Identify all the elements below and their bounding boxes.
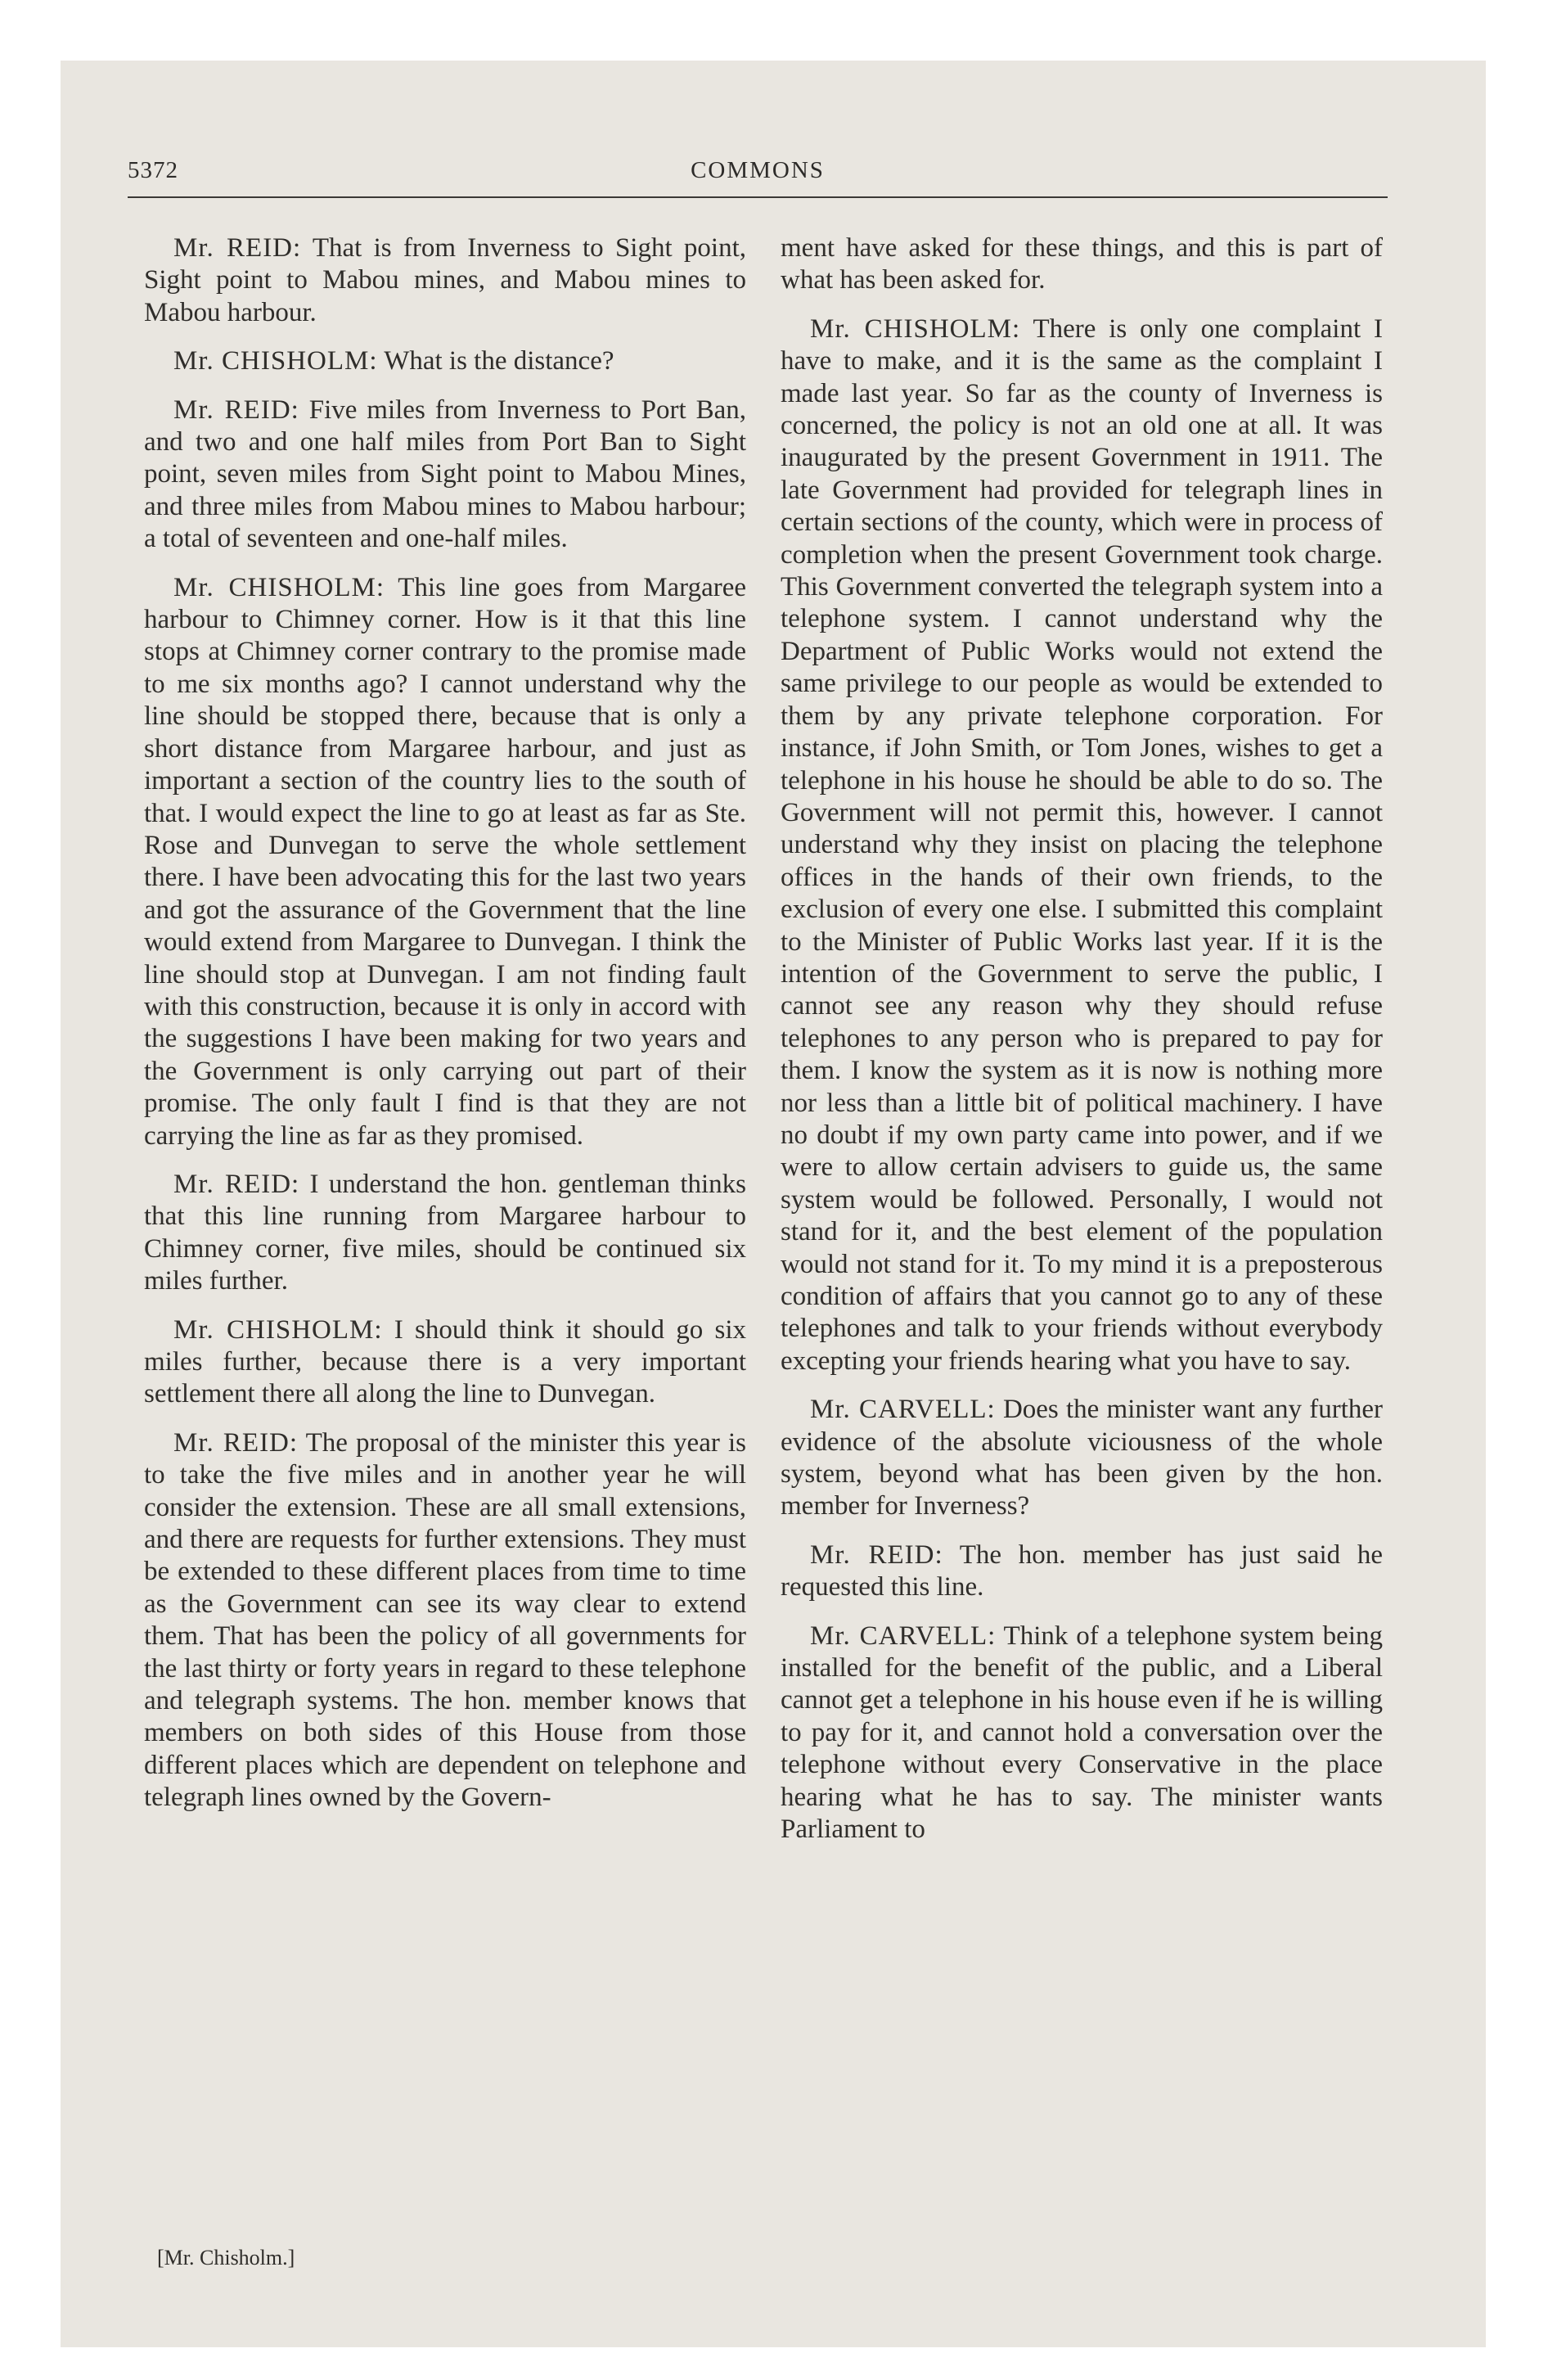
speech-paragraph: [781, 313, 1383, 1377]
speech-paragraph: [781, 1620, 1383, 1846]
speech-paragraph: [781, 232, 1383, 297]
speech-paragraph: [144, 232, 746, 329]
speech-text: I should think it should go six miles further, because there is a very important settlement there all along the line to Dunvegan.: [144, 1314, 747, 1409]
left-column: [144, 232, 746, 1831]
speech-paragraph: [144, 1314, 746, 1411]
speech-paragraph: [144, 394, 746, 556]
speech-paragraph: [781, 1539, 1383, 1604]
speech-text: Five miles from Inverness to Port Ban, and two and one half miles from Port Ban to Sight point, seven miles from Sight point to Mabou Mines, and three miles from Mabou mines to Mabou harbour; a total of seventeen and one-half miles.: [144, 394, 747, 554]
speech-paragraph: [144, 1427, 746, 1814]
speaker-name: Mr. CHISHOLM:: [810, 313, 1021, 344]
speech-text: The proposal of the minister this year is to take the five miles and in another year he will consider the extension. These are all small extensions, and there are requests for further extensions. They must be extended to these different places from time to time as the Government can see its way clear to extend them. That has been the policy of all governments for the last thirty or forty years in regard to these telephone and telegraph systems. The hon. member knows that members on both sides of this House from those different places which are dependent on telephone and telegraph lines owned by the Govern-: [144, 1427, 746, 1813]
speaker-name: Mr. REID:: [810, 1539, 943, 1570]
speech-text: I understand the hon. gentleman thinks that this line running from Margaree harbour to Chimney corner, five miles, should be continued six miles further.: [144, 1169, 747, 1296]
speech-paragraph: [144, 1169, 746, 1298]
speaker-name: Mr. REID:: [173, 1427, 299, 1458]
speaker-name: Mr. REID:: [173, 233, 302, 263]
speech-text: That is from Inverness to Sight point, Sight point to Mabou mines, and Mabou mines to Mabou harbour.: [144, 233, 746, 327]
speaker-name: Mr. CHISHOLM:: [173, 1314, 383, 1345]
header-rule: [128, 196, 1388, 198]
speech-paragraph: [781, 1394, 1383, 1523]
page-number: 5372: [128, 157, 178, 183]
speech-text: What is the distance?: [384, 346, 614, 376]
speech-paragraph: [144, 345, 746, 377]
speech-text: Think of a telephone system being installed for the benefit of the public, and a Liberal cannot get a telephone in his house even if he is willing to pay for it, and cannot hold a conversation over the telephone without every Conservative in the place hearing what he has to say. The minister wants Parliament to: [781, 1620, 1383, 1845]
speaker-name: Mr. REID:: [173, 394, 299, 425]
speaker-name: Mr. CARVELL:: [810, 1395, 996, 1425]
speaker-name: Mr. CHISHOLM:: [173, 346, 378, 376]
speaker-name: Mr. REID:: [173, 1169, 300, 1199]
speech-text: ment have asked for these things, and this is part of what has been asked for.: [781, 233, 1383, 295]
speech-text: The hon. member has just said he requested this line.: [781, 1539, 1383, 1602]
speech-paragraph: [144, 572, 746, 1152]
speaker-name: Mr. CARVELL:: [810, 1620, 997, 1651]
page-title: COMMONS: [691, 157, 825, 183]
page-footer: [Mr. Chisholm.]: [157, 2246, 295, 2270]
speech-text: This line goes from Margaree harbour to Chimney corner. How is it that this line stops at Chimney corner contrary to the promise made to me six months ago? I cannot understand why the line should be stopped there, because that is only a short distance from Margaree harbour, and just as important a section of the country lies to the south of that. I would expect the line to go at least as far as Ste. Rose and Dunvegan to serve the whole settlement there. I have been advocating this for the last two years and got the assurance of the Government that the line would extend from Margaree to Dunvegan. I think the line should stop at Dunvegan. I am not finding fault with this construction, because it is only in accord with the suggestions I have been making for two years and the Government is only carrying out part of their promise. The only fault I find is that they are not carrying the line as far as they promised.: [144, 572, 747, 1151]
right-column: [781, 232, 1383, 1863]
speech-text: Does the minister want any further evidence of the absolute viciousness of the whole system, beyond what has been given by the hon. member for Inverness?: [781, 1395, 1383, 1521]
speech-text: There is only one complaint I have to make, and it is the same as the complaint I made last year. So far as the county of Inverness is concerned, the policy is not an old one at all. It was inaugurated by the present Government in 1911. The late Government had provided for telegraph lines in certain sections of the county, which were in process of completion when the present Government took charge. This Government converted the telegraph system into a telephone system. I cannot understand why the Department of Public Works would not extend the same privilege to our people as would be extended to them by any private telephone corporation. For instance, if John Smith, or Tom Jones, wishes to get a telephone in his house he should be able to do so. The Government will not permit this, however. I cannot understand why they insist on placing the telephone offices in the hands of their own friends, to the exclusion of every one else. I submitted this complaint to the Minister of Public Works last year. If it is the intention of the Government to serve the public, I cannot see any reason why they should refuse telephones to any person who is prepared to pay for them. I know the system as it is now is nothing more nor less than a little bit of political machinery. I have no doubt if my own party came into power, and if we were to allow certain advisers to guide us, the same system would be followed. Personally, I would not stand for it, and the best element of the population would not stand for it. To my mind it is a preposterous condition of affairs that you cannot go to any of these telephones and talk to your friends without everybody excepting your friends hearing what you have to say.: [781, 313, 1384, 1376]
speaker-name: Mr. CHISHOLM:: [173, 572, 385, 602]
